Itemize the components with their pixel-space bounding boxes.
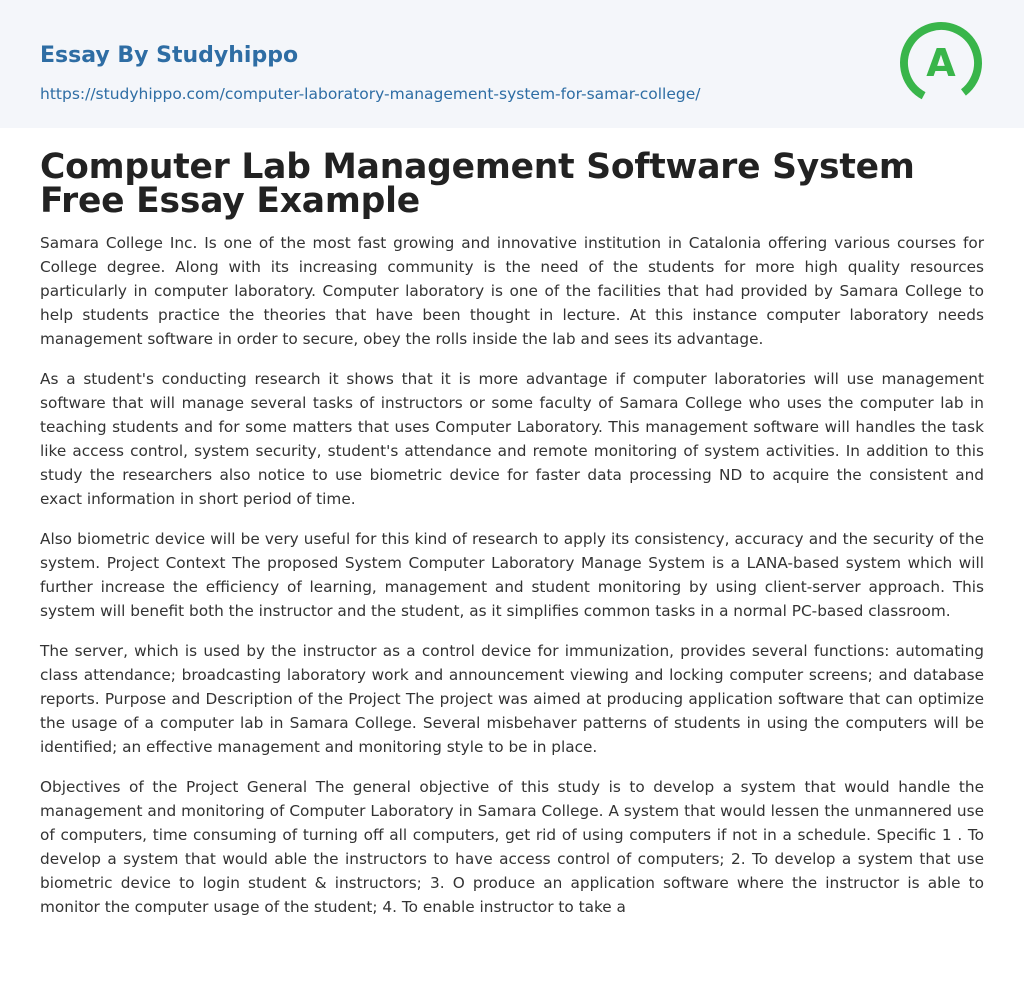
essay-paragraph: As a student's conducting research it shows that it is more advantage if computer laboratories will use management software that will manage several tasks of instructors or some faculty of Samara College who uses the computer lab in teaching students and for some matters that uses Computer Laboratory. This management software will handles the task like access control, system security, student's attendance and remote monitoring of system activities. In addition to this study the researchers also notice to use biometric device for faster data processing ND to acquire the consistent and exact information in short period of time.	[40, 370, 984, 508]
essay-content	[0, 128, 1024, 919]
essay-title: Computer Lab Management Software System Free Essay Example	[40, 147, 915, 221]
essay-url-link[interactable]: https://studyhippo.com/computer-laboratory-management-system-for-samar-college/	[40, 85, 701, 103]
logo-letter: A	[926, 41, 956, 85]
essay-paragraph: Also biometric device will be very useful for this kind of research to apply its consistency, accuracy and the security of the system. Project Context The proposed System Computer Laboratory Manage System is a LANA-based system which will further increase the efficiency of learning, management and student monitoring by using client-server approach. This system will benefit both the instructor and the student, as it simplifies common tasks in a normal PC-based classroom.	[40, 530, 984, 620]
site-brand[interactable]: Essay By Studyhippo	[40, 43, 299, 68]
essay-paragraph: The server, which is used by the instructor as a control device for immunization, provides several functions: automating class attendance; broadcasting laboratory work and announcement viewing and locking computer screens; and database reports. Purpose and Description of the Project The project was aimed at producing application software that can optimize the usage of a computer lab in Samara College. Several misbehaver patterns of students in using the computers will be identified; an effective management and monitoring style to be in place.	[40, 642, 984, 756]
site-header	[0, 0, 1024, 128]
studyhippo-logo-icon[interactable]	[896, 18, 986, 108]
essay-paragraph: Samara College Inc. Is one of the most fast growing and innovative institution in Catalonia offering various courses for College degree. Along with its increasing community is the need of the students for more high quality resources particularly in computer laboratory. Computer laboratory is one of the facilities that had provided by Samara College to help students practice the theories that have been thought in lecture. At this instance computer laboratory needs management software in order to secure, obey the rolls inside the lab and sees its advantage.	[40, 234, 984, 348]
essay-paragraph: Objectives of the Project General The general objective of this study is to develop a system that would handle the management and monitoring of Computer Laboratory in Samara College. A system that would lessen the unmannered use of computers, time consuming of turning off all computers, get rid of using computers if not in a schedule. Specific 1 . To develop a system that would able the instructors to have access control of computers; 2. To develop a system that use biometric device to login student & instructors; 3. O produce an application software where the instructor is able to monitor the computer usage of the student; 4. To enable instructor to take a	[40, 778, 984, 916]
